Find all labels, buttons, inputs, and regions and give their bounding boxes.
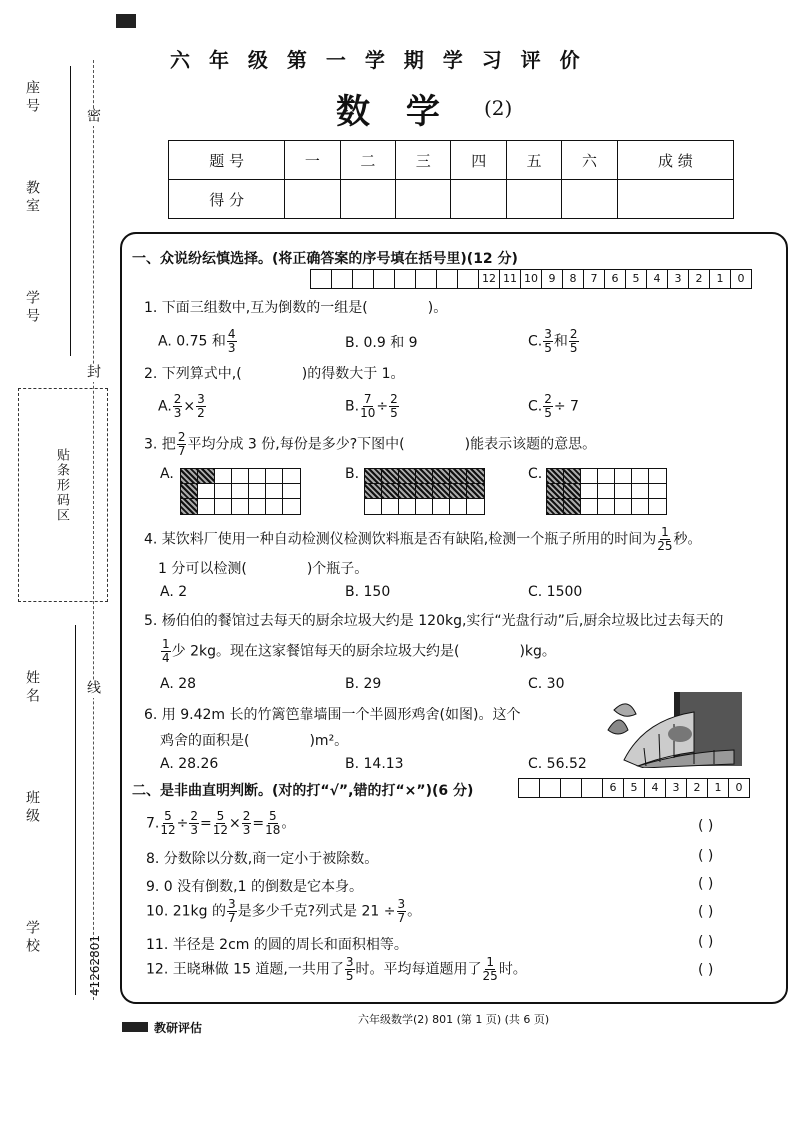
score-box[interactable]: 6 [603, 779, 624, 797]
question-text: 时。平均每道题用了 [355, 961, 482, 978]
score-table-cell: 二 [340, 141, 395, 180]
question-text: 鸡舍的面积是( [160, 733, 250, 749]
score-input-cell[interactable] [451, 180, 506, 219]
room-label: 教室 [24, 180, 40, 216]
option-text: A. 0.75 和 [158, 333, 226, 350]
fraction: $\frac{3}{5}$ [544, 327, 552, 355]
question-text: 3. 把 [144, 436, 176, 453]
barcode-area-label: 贴条形码区 [54, 448, 69, 523]
q3-grid-b [364, 468, 485, 515]
option-text: C. [528, 398, 543, 415]
q5-option-b: B. 29 [345, 676, 382, 692]
score-table-cell: 成 绩 [617, 141, 733, 180]
score-box[interactable]: 9 [542, 270, 563, 288]
operator: ÷ [376, 398, 389, 415]
question-5-line2 [160, 638, 556, 665]
question-text-end: )的得数大于 1。 [301, 366, 405, 382]
score-box[interactable]: 4 [647, 270, 668, 288]
fraction: $\frac{2}{7}$ [177, 430, 186, 458]
score-input-cell[interactable] [506, 180, 561, 219]
q6-option-c: C. 56.52 [528, 756, 587, 772]
question-4-line2 [158, 558, 368, 578]
question-3 [144, 431, 596, 458]
fraction: $\frac{4}{3}$ [227, 327, 236, 355]
q1-option-c [528, 328, 580, 355]
fill-line-1 [70, 66, 71, 356]
score-table-cell: 三 [396, 141, 451, 180]
question-text: 少 2kg。现在这家餐馆每天的厨余垃圾大约是( [171, 643, 460, 660]
score-box[interactable]: 3 [668, 270, 689, 288]
seal-feng: 封 [85, 364, 101, 382]
question-8: 8. 分数除以分数,商一定小于被除数。 [146, 851, 379, 867]
operator: = [200, 815, 212, 832]
school-label: 学校 [24, 920, 40, 956]
question-text: 2. 下列算式中,( [144, 366, 242, 382]
score-input-cell[interactable] [285, 180, 340, 219]
fraction: $\frac{5}{12}$ [160, 809, 176, 837]
question-text: 1. 下面三组数中,互为倒数的一组是( [144, 300, 368, 316]
fraction: $\frac{5}{12}$ [212, 809, 229, 837]
q6-option-b: B. 14.13 [345, 756, 404, 772]
question-text: 是多少千克?列式是 21 ÷ [237, 903, 396, 920]
name-label: 姓名 [24, 670, 40, 706]
operator: ÷ 7 [553, 398, 579, 415]
score-box[interactable]: 8 [563, 270, 584, 288]
exam-code: 41262801 [88, 935, 102, 997]
question-text-end: 。 [407, 903, 422, 920]
question-10 [146, 898, 421, 925]
q1-option-b: B. 0.9 和 9 [345, 335, 418, 351]
chicken-coop-illustration [604, 690, 744, 768]
score-box[interactable]: 10 [521, 270, 542, 288]
score-box[interactable]: 4 [645, 779, 666, 797]
exam-title-suffix: (2) [484, 96, 513, 120]
score-table [168, 140, 734, 219]
score-box[interactable]: 0 [735, 781, 743, 794]
question-6-line2 [160, 730, 348, 750]
question-text-end: )。 [427, 300, 448, 316]
question-text: 7. [146, 815, 160, 832]
section1-score-boxes[interactable] [310, 269, 752, 289]
score-table-cell: 得 分 [169, 180, 285, 219]
corner-mark [116, 14, 136, 28]
q4-option-a: A. 2 [160, 584, 188, 600]
q6-option-a: A. 28.26 [160, 756, 219, 772]
option-text: C. [528, 333, 543, 350]
q3-grid-a [180, 468, 301, 515]
question-7 [146, 810, 295, 837]
q5-option-c: C. 30 [528, 676, 565, 692]
score-input-cell[interactable] [396, 180, 451, 219]
exam-title: 数 学 [336, 92, 452, 132]
question-text: 平均分成 3 份,每份是多少?下图中( [187, 436, 405, 453]
fraction: $\frac{2}{5}$ [390, 392, 398, 420]
score-box[interactable]: 2 [687, 779, 708, 797]
question-text-end: )kg。 [519, 643, 556, 660]
score-table-cell: 题 号 [169, 141, 285, 180]
fraction: $\frac{3}{7}$ [227, 897, 236, 925]
q3-grid-c [546, 468, 667, 515]
publisher-name: 教研评估 [154, 1021, 203, 1035]
exam-subtitle: 六 年 级 第 一 学 期 学 习 评 价 [170, 48, 586, 72]
question-text: 1 分可以检测( [158, 561, 247, 577]
score-box[interactable]: 0 [737, 272, 745, 285]
question-12 [146, 956, 527, 983]
option-text: 和 [553, 333, 568, 350]
question-text-end: )m²。 [309, 733, 349, 749]
question-5: 5. 杨伯伯的餐馆过去每天的厨余垃圾大约是 120kg,实行“光盘行动”后,厨余垃圾比过去每天的 [144, 613, 724, 629]
fraction: $\frac{7}{10}$ [360, 392, 376, 420]
score-box[interactable]: 5 [626, 270, 647, 288]
question-text-end: 。 [281, 815, 296, 832]
question-6: 6. 用 9.42m 长的竹篱笆靠墙围一个半圆形鸡舍(如图)。这个 [144, 707, 521, 723]
section2-score-boxes[interactable] [518, 778, 750, 798]
q5-option-a: A. 28 [160, 676, 197, 692]
question-text: 4. 某饮料厂使用一种自动检测仪检测饮料瓶是否有缺陷,检测一个瓶子所用的时间为 [144, 531, 657, 548]
q1-option-a [158, 328, 238, 355]
score-box[interactable]: 6 [605, 270, 626, 288]
score-box[interactable]: 11 [500, 270, 521, 288]
score-box[interactable]: 1 [710, 270, 731, 288]
q4-option-b: B. 150 [345, 584, 391, 600]
fill-line-2 [75, 625, 76, 995]
seal-xian: 线 [85, 680, 101, 698]
answer-paren-12[interactable]: ( ) [698, 962, 714, 978]
fraction: $\frac{3}{2}$ [197, 392, 205, 420]
fraction: $\frac{2}{3}$ [173, 392, 182, 420]
score-table-cell: 五 [506, 141, 561, 180]
q2-option-c [528, 393, 579, 420]
page-info: 六年级数学(2) 801 (第 1 页) (共 6 页) [358, 1013, 550, 1026]
operator: × [183, 398, 196, 415]
question-text-end: 时。 [498, 961, 527, 978]
score-input-cell[interactable] [340, 180, 395, 219]
answer-paren-7[interactable]: ( ) [698, 818, 714, 834]
q2-option-b [345, 393, 400, 420]
fraction: $\frac{1}{25}$ [657, 525, 673, 553]
score-input-cell[interactable] [562, 180, 617, 219]
score-table-cell: 一 [285, 141, 340, 180]
fraction: $\frac{1}{25}$ [482, 955, 498, 983]
option-text: A. [158, 398, 172, 415]
question-text: 10. 21kg 的 [146, 903, 226, 920]
fraction: $\frac{3}{5}$ [345, 955, 354, 983]
score-box[interactable]: 12 [479, 270, 500, 288]
score-box[interactable]: 7 [584, 270, 605, 288]
question-1 [144, 297, 447, 317]
score-box[interactable]: 2 [689, 270, 710, 288]
q3-option-a-label: A. [160, 466, 174, 482]
question-9: 9. 0 没有倒数,1 的倒数是它本身。 [146, 879, 363, 895]
question-2 [144, 363, 405, 383]
answer-paren-9[interactable]: ( ) [698, 876, 714, 892]
score-input-cell[interactable] [617, 180, 733, 219]
seal-mi: 密 [85, 108, 101, 126]
question-text-end: )个瓶子。 [306, 561, 369, 577]
footer-mark [122, 1022, 148, 1032]
fraction: $\frac{3}{7}$ [397, 897, 406, 925]
question-text-end: 秒。 [673, 531, 702, 548]
answer-paren-11[interactable]: ( ) [698, 934, 714, 950]
fraction: $\frac{5}{18}$ [265, 809, 281, 837]
score-table-cell: 四 [451, 141, 506, 180]
section1-heading: 一、众说纷纭慎选择。(将正确答案的序号填在括号里)(12 分) [132, 251, 518, 267]
section2-heading: 二、是非曲直明判断。(对的打“√”,错的打“×”)(6 分) [132, 783, 474, 799]
score-box[interactable]: 1 [708, 779, 729, 797]
class-label: 班级 [24, 790, 40, 826]
operator: × [229, 815, 241, 832]
q4-option-c: C. 1500 [528, 584, 583, 600]
q3-option-c-label: C. [528, 466, 543, 482]
score-table-header-row [169, 141, 734, 180]
seat-label: 座号 [24, 80, 40, 116]
fraction: $\frac{2}{5}$ [544, 392, 552, 420]
operator: ÷ [176, 815, 189, 832]
score-table-score-row [169, 180, 734, 219]
score-box[interactable]: 3 [666, 779, 687, 797]
option-text: B. [345, 398, 360, 415]
answer-paren-10[interactable]: ( ) [698, 904, 714, 920]
fraction: $\frac{1}{4}$ [162, 637, 170, 665]
operator: = [252, 815, 265, 832]
question-text-end: )能表示该题的意思。 [464, 436, 597, 453]
score-box[interactable]: 5 [624, 779, 645, 797]
question-11: 11. 半径是 2cm 的圆的周长和面积相等。 [146, 937, 408, 953]
q3-option-b-label: B. [345, 466, 360, 482]
fraction: $\frac{2}{3}$ [190, 809, 199, 837]
answer-paren-8[interactable]: ( ) [698, 848, 714, 864]
score-table-cell: 六 [562, 141, 617, 180]
question-4 [144, 526, 702, 553]
q2-option-a [158, 393, 207, 420]
question-text: 12. 王晓琳做 15 道题,一共用了 [146, 961, 344, 978]
fraction: $\frac{2}{3}$ [242, 809, 251, 837]
fraction: $\frac{2}{5}$ [569, 327, 578, 355]
id-label: 学号 [24, 290, 40, 326]
